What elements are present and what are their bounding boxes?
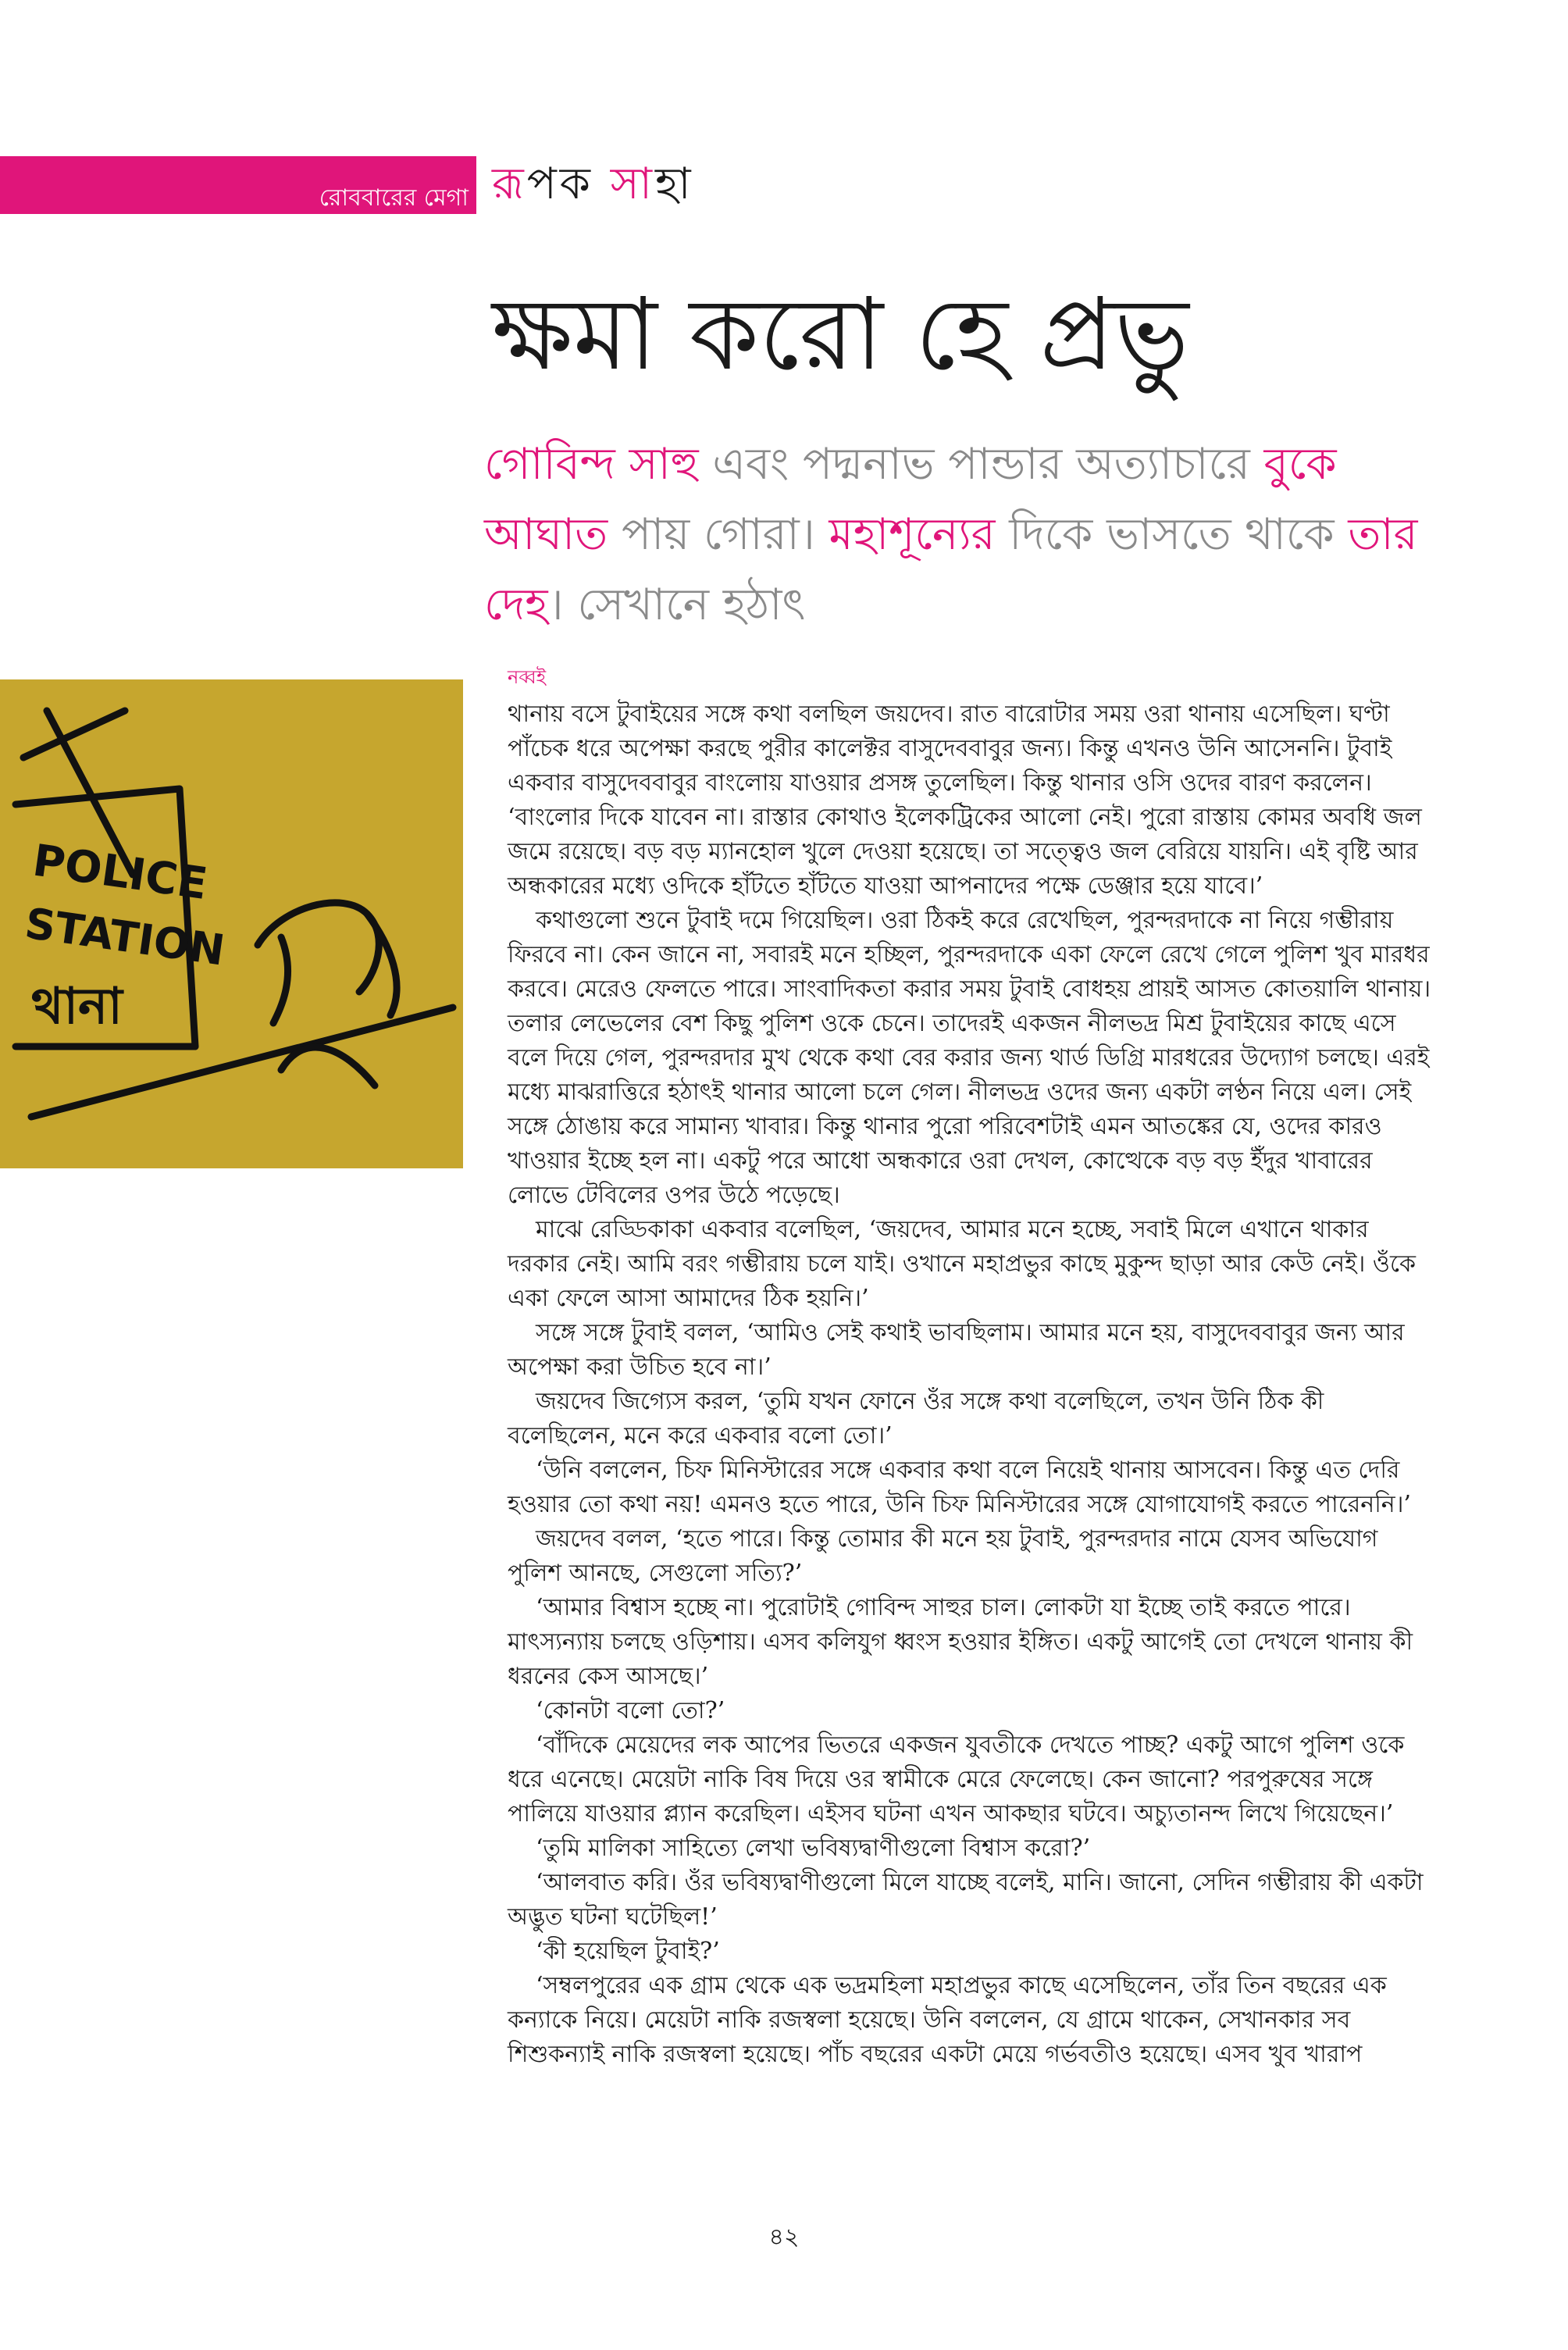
author-part-2: পক <box>526 159 611 209</box>
paragraph: ‘আলবাত করি। ওঁর ভবিষ্যদ্বাণীগুলো মিলে যাচ্ছে বলেই, মানি। জানো, সেদিন গম্ভীরায় কী একটা অদ্ভুত ঘটনা ঘটেছিল!’ <box>508 1869 1424 1931</box>
summary-highlight: মহাশূন্যের <box>829 509 996 560</box>
paragraph: ‘সম্বলপুরের এক গ্রাম থেকে এক ভদ্রমহিলা মহাপ্রভুর কাছে এসেছিলেন, তাঁর তিন বছরের এক কন্যাকে নিয়ে। মেয়েটা নাকি রজস্বলা হয়েছে। উনি বললেন, যে গ্রামে থাকেন, সেখানকার সব শিশুকন্যাই নাকি রজস্বলা হয়েছে। পাঁচ বছরের একটা মেয়ে গর্ভবতীও হয়েছে। এসব খুব খারাপ <box>508 1972 1387 2068</box>
police-station-illustration <box>0 679 463 1168</box>
page-number: ৪২ <box>768 2223 800 2251</box>
author-part-3: সা <box>610 159 656 209</box>
author-name <box>492 150 694 223</box>
summary-text: পায় গোরা। <box>608 509 829 560</box>
section-tag-label: রোববারের মেগা <box>319 184 469 212</box>
section-tag <box>0 156 476 214</box>
story-title: ক্ষমা করো হে প্রভু <box>492 276 1189 393</box>
sign-line-2: STATION <box>22 898 228 975</box>
paragraph: থানায় বসে টুবাইয়ের সঙ্গে কথা বলছিল জয়দেব। রাত বারোটার সময় ওরা থানায় এসেছিল। ঘণ্টা পাঁচেক ধরে অপেক্ষা করছে পুরীর কালেক্টর বাসুদেববাবুর জন্য। কিন্তু এখনও উনি আসেননি। টুবাই একবার বাসুদেববাবুর বাংলোয় যাওয়ার প্রসঙ্গ তুলেছিল। কিন্তু থানার ওসি ওদের বারণ করলেন। ‘বাংলোর দিকে যাবেন না। রাস্তার কোথাও ইলেকট্রিকের আলো নেই। পুরো রাস্তায় কোমর অবধি জল জমে রয়েছে। বড় বড় ম্যানহোল খুলে দেওয়া হয়েছে। তা সত্ত্বেও জল বেরিয়ে যায়নি। এই বৃষ্টি আর অন্ধকারের মধ্যে ওদিকে হাঁটতে হাঁটতে যাওয়া আপনাদের পক্ষে ডেঞ্জার হয়ে যাবে।’ <box>508 701 1422 900</box>
summary-highlight: তার দেহ <box>484 509 1418 630</box>
paragraph: জয়দেব বলল, ‘হতে পারে। কিন্তু তোমার কী মনে হয় টুবাই, পুরন্দরদার নামে যেসব অভিযোগ পুলিশ আনছে, সেগুলো সত্যি?’ <box>508 1525 1378 1587</box>
illustration-sketch <box>0 679 463 1168</box>
author-part-1: রূ <box>492 159 527 209</box>
paragraph: ‘উনি বললেন, চিফ মিনিস্টারের সঙ্গে একবার কথা বলে নিয়েই থানায় আসবেন। কিন্তু এত দেরি হওয়ার তো কথা নয়! এমনও হতে পারে, উনি চিফ মিনিস্টারের সঙ্গে যোগাযোগই করতে পারেননি।’ <box>508 1457 1411 1518</box>
paragraph: সঙ্গে সঙ্গে টুবাই বলল, ‘আমিও সেই কথাই ভাবছিলাম। আমার মনে হয়, বাসুদেববাবুর জন্য আর অপেক্ষা করা উচিত হবে না।’ <box>508 1319 1405 1381</box>
paragraph: জয়দেব জিগ্যেস করল, ‘তুমি যখন ফোনে ওঁর সঙ্গে কথা বলেছিলে, তখন উনি ঠিক কী বলেছিলেন, মনে করে একবার বলো তো।’ <box>508 1388 1324 1450</box>
story-body <box>508 660 1437 2072</box>
summary-text: এবং পদ্মনাভ পান্ডার অত্যাচারে <box>698 439 1264 490</box>
paragraph: মাঝে রেড্ডিকাকা একবার বলেছিল, ‘জয়দেব, আমার মনে হচ্ছে, সবাই মিলে এখানে থাকার দরকার নেই। আমি বরং গম্ভীরায় চলে যাই। ওখানে মহাপ্রভুর কাছে মুকুন্দ ছাড়া আর কেউ নেই। ওঁকে একা ফেলে আসা আমাদের ঠিক হয়নি।’ <box>508 1216 1417 1312</box>
author-part-4: হা <box>655 159 694 209</box>
paragraph: ‘বাঁদিকে মেয়েদের লক আপের ভিতরে একজন যুবতীকে দেখতে পাচ্ছ? একটু আগে পুলিশ ওকে ধরে এনেছে। মেয়েটা নাকি বিষ দিয়ে ওর স্বামীকে মেরে ফেলেছে। কেন জানো? পরপুরুষের সঙ্গে পালিয়ে যাওয়ার প্ল্যান করেছিল। এইসব ঘটনা এখন আকছার ঘটবে। অচ্যুতানন্দ লিখে গিয়েছেন।’ <box>508 1731 1405 1828</box>
paragraph: ‘তুমি মালিকা সাহিত্যে লেখা ভবিষ্যদ্বাণীগুলো বিশ্বাস করো?’ <box>536 1835 1091 1862</box>
summary-text: দিকে ভাসতে থাকে <box>995 509 1349 560</box>
summary-highlight: বুকে আঘাত <box>484 439 1337 560</box>
chapter-heading: নব্বই <box>508 666 547 688</box>
paragraph: ‘কী হয়েছিল টুবাই?’ <box>536 1938 720 1965</box>
summary-highlight: গোবিন্দ সাহু <box>484 439 699 490</box>
summary-text: । সেখানে হঠাৎ <box>547 579 806 630</box>
paragraph: ‘কোনটা বলো তো?’ <box>536 1697 725 1724</box>
paragraph: কথাগুলো শুনে টুবাই দমে গিয়েছিল। ওরা ঠিকই করে রেখেছিল, পুরন্দরদাকে না নিয়ে গম্ভীরায় ফিরবে না। কেন জানে না, সবারই মনে হচ্ছিল, পুরন্দরদাকে একা ফেলে রেখে গেলে পুলিশ খুব মারধর করবে। মেরেও ফেলতে পারে। সাংবাদিকতা করার সময় টুবাই বোধহয় প্রায়ই আসত কোতয়ালি থানায়। তলার লেভেলের বেশ কিছু পুলিশ ওকে চেনে। তাদেরই একজন নীলভদ্র মিশ্র টুবাইয়ের কাছে এসে বলে দিয়ে গেল, পুরন্দরদার মুখ থেকে কথা বের করার জন্য থার্ড ডিগ্রি মারধরের উদ্যোগ চলছে। এরই মধ্যে মাঝরাত্তিরে হঠাৎই থানার আলো চলে গেল। নীলভদ্র ওদের জন্য একটা লণ্ঠন নিয়ে এল। সেই সঙ্গে ঠোঙায় করে সামান্য খাবার। কিন্তু থানার পুরো পরিবেশটাই এমন আতঙ্কের যে, ওদের কারও খাওয়ার ইচ্ছে হল না। একটু পরে আধো অন্ধকারে ওরা দেখল, কোত্থেকে বড় বড় ইঁদুর খাবারের লোভে টেবিলের ওপর উঠে পড়েছে। <box>508 907 1431 1209</box>
sign-line-3: থানা <box>31 978 123 1036</box>
story-summary <box>484 430 1421 640</box>
paragraph: ‘আমার বিশ্বাস হচ্ছে না। পুরোটাই গোবিন্দ সাহুর চাল। লোকটা যা ইচ্ছে তাই করতে পারে। মাৎস্যন্যায় চলছে ওড়িশায়। এসব কলিযুগ ধ্বংস হওয়ার ইঙ্গিত। একটু আগেই তো দেখলে থানায় কী ধরনের কেস আসছে।’ <box>508 1594 1413 1690</box>
sign-line-1: POLICE <box>30 835 211 911</box>
